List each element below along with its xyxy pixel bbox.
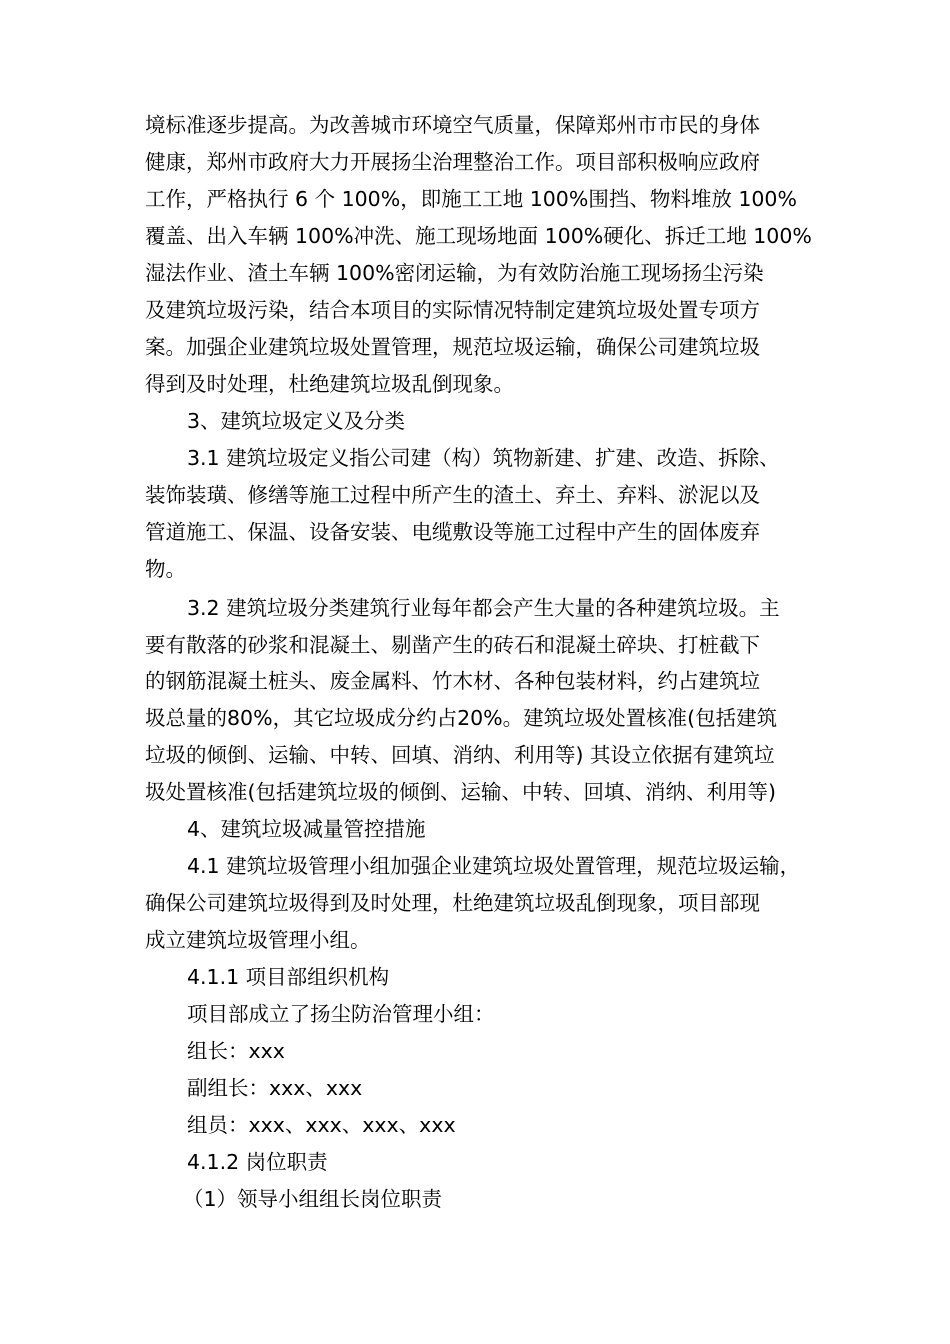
paragraph-line: 确保公司建筑垃圾得到及时处理，杜绝建筑垃圾乱倒现象，项目部现 — [145, 891, 760, 915]
paragraph-line: 工作，严格执行 6 个 100%，即施工工地 100%围挡、物料堆放 100% — [145, 187, 797, 211]
paragraph-line: 3.2 建筑垃圾分类建筑行业每年都会产生大量的各种建筑垃圾。主 — [187, 596, 780, 620]
section-heading: 3、建筑垃圾定义及分类 — [187, 409, 406, 433]
paragraph-line: 项目部成立了扬尘防治管理小组： — [187, 1002, 495, 1026]
paragraph-line: 健康，郑州市政府大力开展扬尘治理整治工作。项目部积极响应政府 — [145, 150, 760, 174]
list-item: （1）领导小组组长岗位职责 — [183, 1187, 443, 1211]
paragraph-line: 湿法作业、渣土车辆 100%密闭运输，为有效防治施工现场扬尘污染 — [145, 261, 764, 285]
paragraph-line: 的钢筋混凝土桩头、废金属料、竹木材、各种包装材料，约占建筑垃 — [145, 669, 760, 693]
paragraph-line: 及建筑垃圾污染，结合本项目的实际情况特制定建筑垃圾处置专项方 — [145, 298, 760, 322]
subsection-heading: 4.1.2 岗位职责 — [187, 1150, 328, 1174]
paragraph-line: 圾处置核准(包括建筑垃圾的倾倒、运输、中转、回填、消纳、利用等) — [145, 780, 776, 804]
paragraph-line: 装饰装璜、修缮等施工过程中所产生的渣土、弃土、弃料、淤泥以及 — [145, 483, 760, 507]
list-item: 组员：xxx、xxx、xxx、xxx — [187, 1113, 456, 1137]
paragraph-line: 案。加强企业建筑垃圾处置管理，规范垃圾运输，确保公司建筑垃圾 — [145, 335, 760, 359]
paragraph-line: 要有散落的砂浆和混凝土、剔凿产生的砖石和混凝土碎块、打桩截下 — [145, 633, 760, 657]
paragraph-line: 管道施工、保温、设备安装、电缆敷设等施工过程中产生的固体废弃 — [145, 520, 760, 544]
subsection-heading: 4.1.1 项目部组织机构 — [187, 965, 390, 989]
section-heading: 4、建筑垃圾减量管控措施 — [187, 817, 426, 841]
paragraph-line: 境标准逐步提高。为改善城市环境空气质量，保障郑州市市民的身体 — [145, 113, 760, 137]
list-item: 副组长：xxx、xxx — [187, 1076, 363, 1100]
paragraph-line: 成立建筑垃圾管理小组。 — [145, 928, 371, 952]
paragraph-line: 3.1 建筑垃圾定义指公司建（构）筑物新建、扩建、改造、拆除、 — [187, 446, 780, 470]
paragraph-line: 物。 — [145, 557, 186, 581]
list-item: 组长：xxx — [187, 1039, 285, 1063]
paragraph-line: 覆盖、出入车辆 100%冲洗、施工现场地面 100%硬化、拆迁工地 100% — [145, 224, 812, 248]
paragraph-line: 圾总量的80%，其它垃圾成分约占20%。建筑垃圾处置核准(包括建筑 — [145, 706, 778, 730]
paragraph-line: 得到及时处理，杜绝建筑垃圾乱倒现象。 — [145, 372, 514, 396]
paragraph-line: 垃圾的倾倒、运输、中转、回填、消纳、利用等) 其设立依据有建筑垃 — [145, 743, 775, 767]
paragraph-line: 4.1 建筑垃圾管理小组加强企业建筑垃圾处置管理，规范垃圾运输， — [187, 854, 801, 878]
